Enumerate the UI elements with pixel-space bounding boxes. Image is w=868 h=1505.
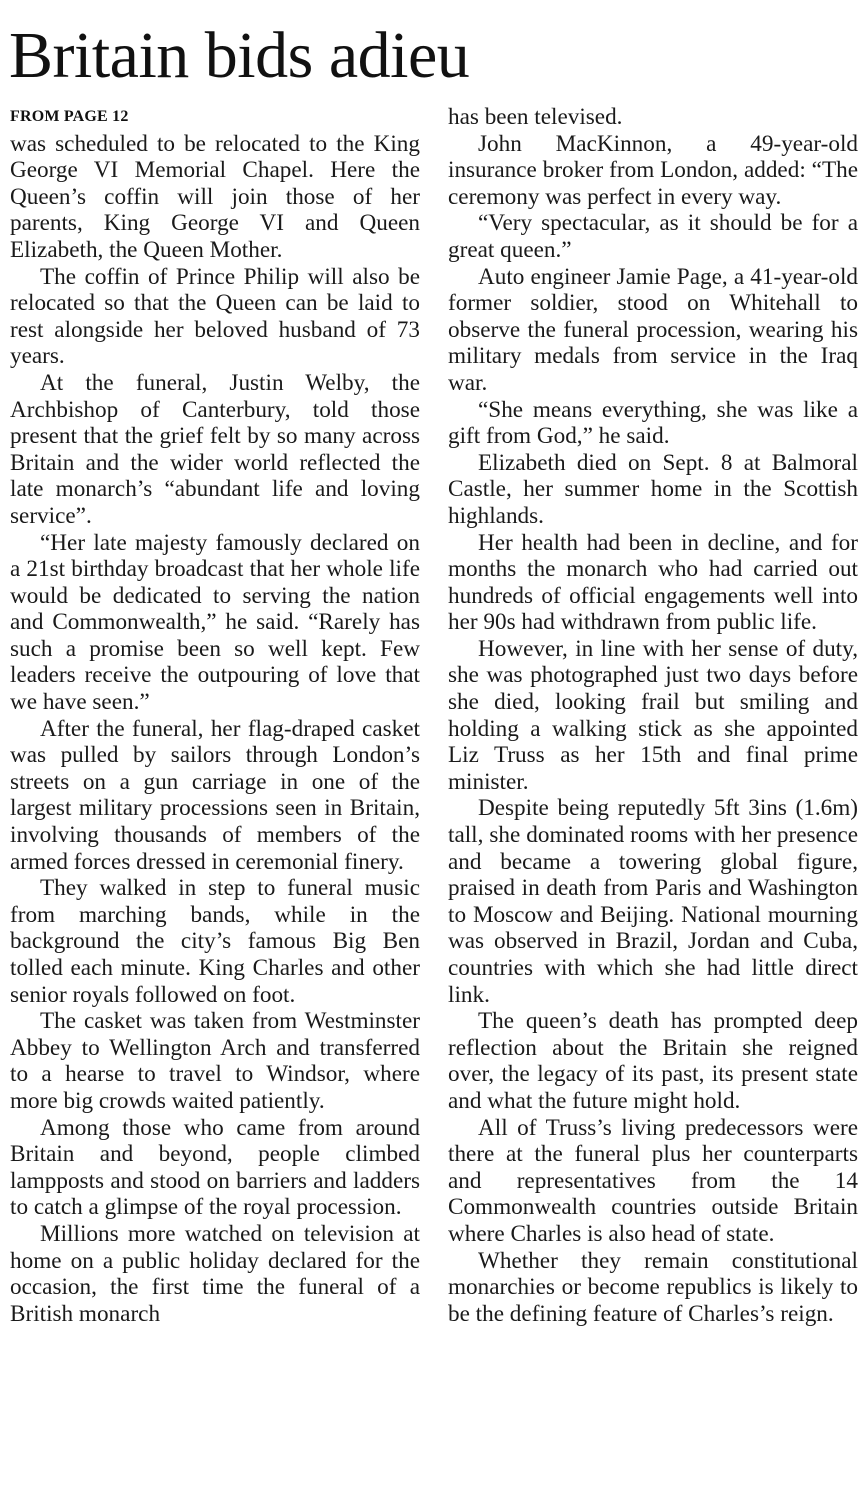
paragraph: After the funeral, her flag-draped casket was pulled by sailors through London’s streets on a gun carriage in one of the largest military processions seen in Britain, involving thousands of members of the armed forces dressed in ceremonial finery. [10, 715, 420, 875]
paragraph: Among those who came from around Britain and beyond, people climbed lampposts and stood on barriers and ladders to catch a glimpse of the royal procession. [10, 1114, 420, 1221]
headline: Britain bids adieu [9, 19, 470, 92]
article-column-right [448, 104, 858, 1327]
paragraph: John MacKinnon, a 49-year-old insurance broker from London, added: “The ceremony was perfect in every way. [448, 130, 858, 210]
paragraph: Millions more watched on television at home on a public holiday declared for the occasion, the first time the funeral of a British monarch [10, 1220, 420, 1327]
paragraph: Elizabeth died on Sept. 8 at Balmoral Castle, her summer home in the Scottish highlands. [448, 449, 858, 529]
paragraph: Auto engineer Jamie Page, a 41-year-old former soldier, stood on Whitehall to observe the funeral procession, wearing his military medals from service in the Iraq war. [448, 263, 858, 396]
paragraph: However, in line with her sense of duty, she was photographed just two days before she died, looking frail but smiling and holding a walking stick as she appointed Liz Truss as her 15th and final prime minister. [448, 635, 858, 795]
paragraph: At the funeral, Justin Welby, the Archbishop of Canterbury, told those present that the grief felt by so many across Britain and the wider world reflected the late monarch’s “abundant life and loving service”. [10, 369, 420, 529]
paragraph: Her health had been in decline, and for months the monarch who had carried out hundreds of official engagements well into her 90s had withdrawn from public life. [448, 529, 858, 636]
paragraph: All of Truss’s living predecessors were there at the funeral plus her counterparts and representatives from the 14 Commonwealth countries outside Britain where Charles is also head of state. [448, 1114, 858, 1247]
paragraph: Whether they remain constitutional monarchies or become republics is likely to be the defining feature of Charles’s reign. [448, 1247, 858, 1327]
paragraph: The coffin of Prince Philip will also be relocated so that the Queen can be laid to rest alongside her beloved husband of 73 years. [10, 263, 420, 370]
paragraph: “Her late majesty famously declared on a 21st birthday broadcast that her whole life would be dedicated to serving the nation and Commonwealth,” he said. “Rarely has such a promise been so well kept. Few leaders receive the outpouring of love that we have seen.” [10, 529, 420, 716]
paragraph: The casket was taken from Westminster Abbey to Wellington Arch and transferred to a hearse to travel to Windsor, where more big crowds waited patiently. [10, 1008, 420, 1114]
paragraph: was scheduled to be relocated to the King George VI Memorial Chapel. Here the Queen’s coffin will join those of her parents, King George VI and Queen Elizabeth, the Queen Mother. [10, 130, 420, 263]
paragraph: “She means everything, she was like a gift from God,” he said. [448, 396, 858, 450]
paragraph: has been televised. [448, 104, 623, 130]
paragraph: The queen’s death has prompted deep reflection about the Britain she reigned over, the legacy of its past, its present state and what the future might hold. [448, 1008, 858, 1114]
paragraph: They walked in step to funeral music from marching bands, while in the background the city’s famous Big Ben tolled each minute. King Charles and other senior royals followed on foot. [10, 875, 420, 1008]
paragraph: Despite being reputedly 5ft 3ins (1.6m) tall, she dominated rooms with her presence and became a towering global figure, praised in death from Paris and Washington to Moscow and Beijing. National mourning was observed in Brazil, Jordan and Cuba, countries with which she had little direct link. [448, 795, 858, 1008]
continued-from-label: FROM PAGE 12 [10, 108, 129, 125]
paragraph: “Very spectacular, as it should be for a great queen.” [448, 210, 858, 263]
article-column-left [10, 104, 420, 1327]
